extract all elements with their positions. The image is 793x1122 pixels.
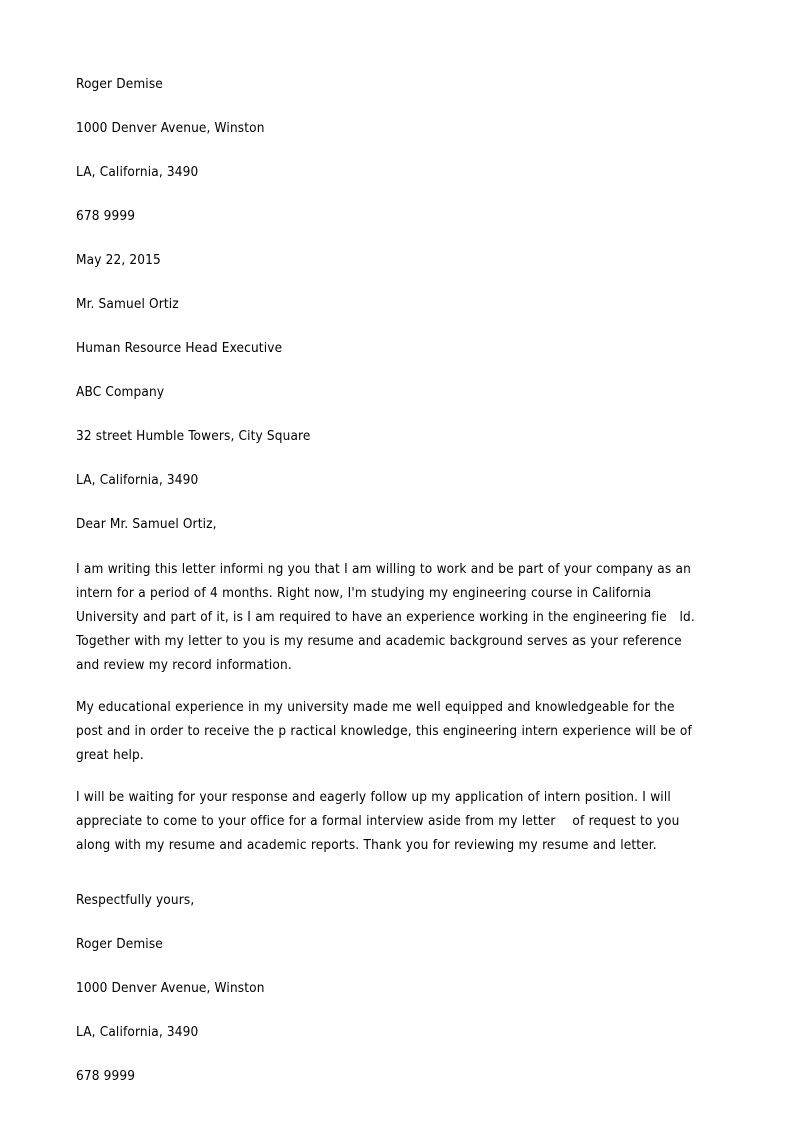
body-paragraph-2: My educational experience in my university made me well equipped and knowledgeable for the post and in order to receive the p ractical knowledge, this engineering intern experience will be of great help. xyxy=(76,699,697,763)
sender-name: Roger Demise xyxy=(76,76,163,92)
closing-city-state-zip: LA, California, 3490 xyxy=(76,1024,199,1040)
recipient-city-state-zip: LA, California, 3490 xyxy=(76,472,199,488)
recipient-company: ABC Company xyxy=(76,384,165,400)
recipient-title: Human Resource Head Executive xyxy=(76,340,283,356)
body-paragraph-3: I will be waiting for your response and eagerly follow up my application of intern position. I will appreciate to come to your office for a formal interview aside from my letter of request to you along with my resume and academic reports. Thank you for reviewing my resume and letter. xyxy=(76,789,684,853)
sender-block xyxy=(76,62,698,238)
closing-name: Roger Demise xyxy=(76,936,163,952)
sender-street: 1000 Denver Avenue, Winston xyxy=(76,120,265,136)
recipient-name: Mr. Samuel Ortiz xyxy=(76,296,179,312)
recipient-block xyxy=(76,282,698,502)
closing-valediction: Respectfully yours, xyxy=(76,892,195,908)
sender-city-state-zip: LA, California, 3490 xyxy=(76,164,199,180)
body-paragraph-1: I am writing this letter informi ng you that I am willing to work and be part of your company as an intern for a period of 4 months. Right now, I'm studying my engineering course in California University and part of it, is I am required to have an experience working in the engineering fie ld. Together with my letter to you is my resume and academic background serves as your reference and review my record information. xyxy=(76,561,700,673)
letter-date: May 22, 2015 xyxy=(76,252,161,268)
letter-content xyxy=(76,62,698,1098)
closing-street: 1000 Denver Avenue, Winston xyxy=(76,980,265,996)
salutation: Dear Mr. Samuel Ortiz, xyxy=(76,516,217,532)
recipient-street: 32 street Humble Towers, City Square xyxy=(76,428,311,444)
sender-phone: 678 9999 xyxy=(76,208,136,224)
closing-phone: 678 9999 xyxy=(76,1068,136,1084)
closing-block xyxy=(76,878,698,1098)
